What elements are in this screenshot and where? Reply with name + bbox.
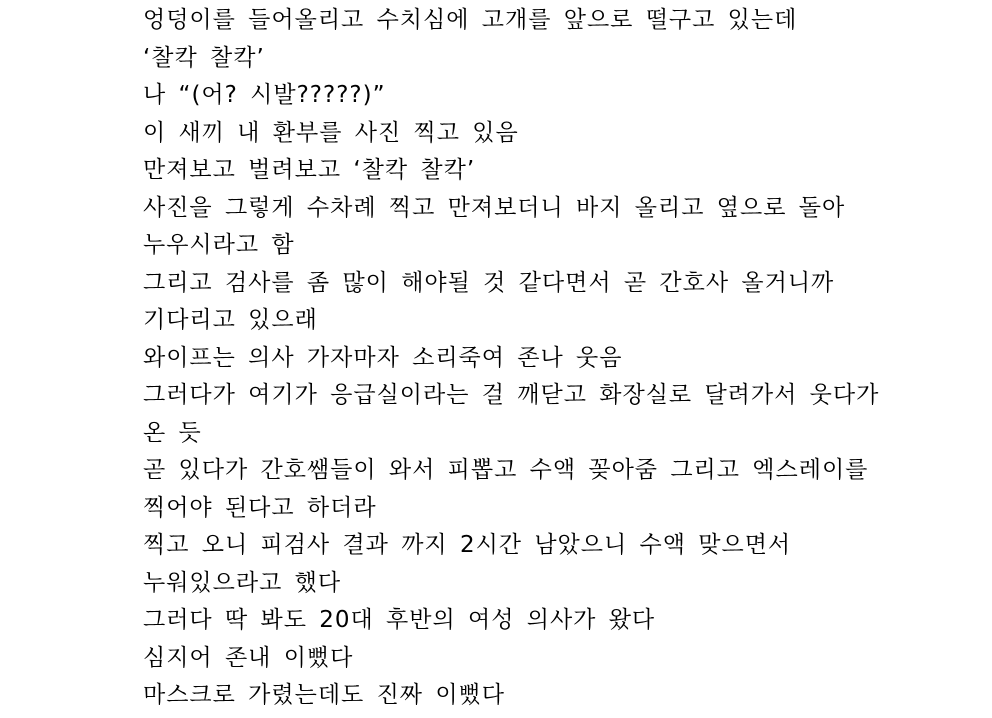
- text-line: 온 듯: [143, 419, 202, 446]
- text-line: 만져보고 벌려보고 ‘찰칵 찰칵’: [143, 157, 476, 183]
- text-line: 그러다 딱 봐도 20대 후반의 여성 의사가 왔다: [143, 607, 656, 633]
- text-line: 심지어 존내 이뻤다: [143, 644, 354, 671]
- text-line: 와이프는 의사 가자마자 소리죽여 존나 웃음: [143, 344, 623, 371]
- text-line: 기다리고 있으래: [143, 307, 318, 333]
- text-line: 누우시라고 함: [143, 232, 295, 258]
- text-line: ‘찰칵 찰칵’: [143, 44, 265, 71]
- text-line: 그러다가 여기가 응급실이라는 걸 깨닫고 화장실로 달려가서 웃다가: [143, 382, 880, 408]
- text-line: 누워있으라고 했다: [143, 569, 342, 596]
- text-line: 그리고 검사를 좀 많이 해야될 것 같다면서 곧 간호사 올거니까: [143, 269, 835, 296]
- text-line: 곧 있다가 간호쌤들이 와서 피뽑고 수액 꽂아줌 그리고 엑스레이를: [143, 457, 869, 483]
- text-line: 이 새끼 내 환부를 사진 찍고 있음: [143, 119, 519, 146]
- text-line: 엉덩이를 들어올리고 수치심에 고개를 앞으로 떨구고 있는데: [143, 7, 798, 33]
- text-line: 사진을 그렇게 수차례 찍고 만져보더니 바지 올리고 옆으로 돌아: [143, 194, 846, 221]
- text-line: 마스크로 가렸는데도 진짜 이뻤다: [143, 682, 505, 708]
- text-line: 찍고 오니 피검사 결과 까지 2시간 남았으니 수액 맞으면서: [143, 532, 792, 558]
- document-body: [143, 2, 943, 715]
- text-line: 찍어야 된다고 하더라: [143, 494, 377, 521]
- text-line: 나 “(어? 시발?????)”: [143, 82, 386, 108]
